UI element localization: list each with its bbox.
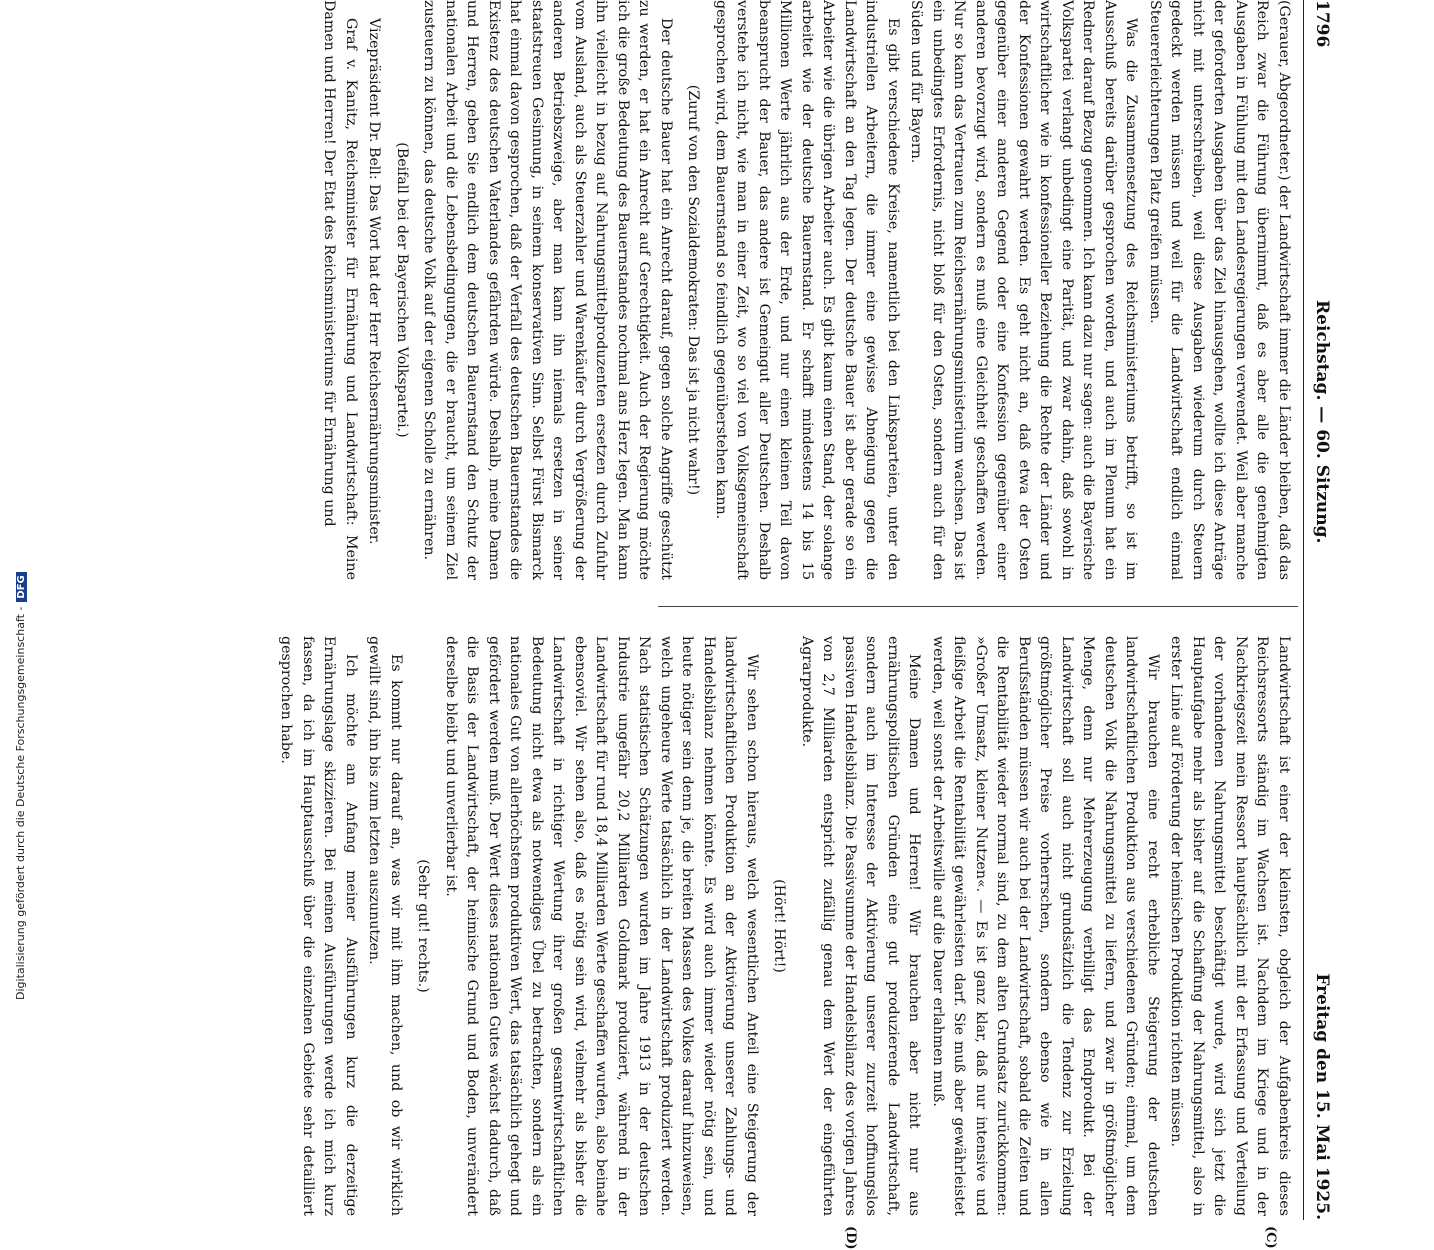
interjection: (Sehr gut! rechts.) (412, 636, 434, 1216)
margin-letter-c: (C) (1263, 1226, 1278, 1249)
paragraph: Es kommt nur darauf an, was wir mit ihm machen, und ob wir wirklich gewillt sind, ihn bis zum letzten auszunutzen. (363, 636, 406, 1216)
column-divider (658, 606, 1298, 607)
page-number: 1796 (1312, 0, 1332, 47)
margin-letter-d: (D) (843, 1226, 858, 1250)
paragraph: Landwirtschaft ist einer der kleinsten, obgleich der Aufgabenkreis dieses Reichsressorts ständig im Wachsen ist. Nachdem im Kriege und in der Nachkriegszeit mein Ressort hauptsächlich mit der Erfassung und Verteilung der vorhandenen Nahrungsmittel beschäftigt wurde, wird sich jetzt die Hauptaufgabe mehr als bisher auf die Schaffung der Nahrungsmittel, also in erster Linie auf Förderung der heimischen Produktion richten müssen. (1165, 636, 1294, 1216)
interjection: (Hört! Hört!) (768, 636, 790, 1216)
session-title: Reichstag. — 60. Sitzung. (1312, 300, 1332, 543)
applause-note: (Beifall bei der Bayerischen Volkspartei.) (391, 0, 413, 580)
paragraph: Wir sehen schon hieraus, welch wesentlichen Anteil eine Steigerung der landwirtschaftlichen Produktion an der Aktivierung unserer Zahlungs- und Handelsbilanz nehmen könnte. Es wird auch immer wieder nötig sein, und heute nötiger sein denn je, die breiten Massen des Volkes darauf hinzuweisen, welch ungeheure Werte tatsächlich in der Landwirtschaft produziert werden. Nach statistischen Schätzungen wurden im Jahre 1913 in der deutschen Industrie ungefähr 20,2 Milliarden Goldmark produziert, während in der Landwirtschaft für rund 18,4 Milliarden Werte geschaffen wurden, also beinahe ebensoviel. Wir sehen also, daß es nötig sein wird, vielmehr als bisher die Landwirtschaft in richtiger Wertung ihrer großen gesamtwirtschaftlichen Bedeutung nicht etwa als notwendiges Übel zu betrachten, sondern als ein nationales Gut von allerhöchstem produktiven Wert, das tatsächlich gehegt und gefördert werden muß. Der Wert dieses nationalen Gutes wächst dadurch, daß die Basis der Landwirtschaft, der heimische Grund und Boden, unverändert derselbe bleibt und unverlierbar ist. (440, 636, 763, 1216)
paragraph: Der deutsche Bauer hat ein Anrecht darauf, gegen solche Angriffe geschützt zu werden, er hat ein Anrecht auf Gerechtigkeit. Auch der Regierung möchte ich die große Bedeutung des Bauernstandes nochmal ans Herz legen. Man kann ihn vielleicht in bezug auf Nahrungsmittelproduzenten ersetzen durch Zufuhr vom Ausland, auch als Steuerzahler und Warenkäufer durch Vergrößerung der anderen Betriebszweige, aber man kann ihn niemals ersetzen in seiner staatstreuen Gesinnung, in seinem konservativen Sinn. Selbst Fürst Bismarck hat einmal davon gesprochen, daß der Verfall des deutschen Bauernstandes die Existenz des deutschen Vaterlandes gefährden würde. Deshalb, meine Damen und Herren, geben Sie endlich dem deutschen Bauernstand den Schutz der nationalen Arbeit und die Lebensbedingungen, die er braucht, um seinem Ziel zusteuern zu können, das deutsche Volk auf der eigenen Scholle zu ernähren. (418, 0, 676, 580)
left-column (316, 0, 1294, 580)
session-date: Freitag den 15. Mai 1925. (1312, 973, 1332, 1220)
paragraph: Was die Zusammensetzung des Reichsministeriums betrifft, so ist im Ausschuß bereits darüber gesprochen worden, und auch im Plenum hat ein Redner darauf Bezug genommen. Ich kann dazu nur sagen: auch die Bayerische Volkspartei verlangt unbedingt eine Parität, und zwar dahin, daß sowohl in wirtschaftlicher wie in konfessioneller Beziehung die Rechte der Länder und der Konfessionen gewahrt werden. Es geht nicht an, daß etwa der Osten gegenüber einer anderen Gegend oder eine Konfession gegenüber einer anderen bevorzugt wird, sondern es muß eine Gleichheit geschaffen werden. Nur so kann das Vertrauen zum Reichsernährungsministerium wachsen. Das ist ein unbedingtes Erfordernis, nicht bloß für den Osten, sondern auch für den Süden und für Bayern. (905, 0, 1142, 580)
dfg-logo: DFG (16, 572, 27, 601)
interjection: (Zuruf von den Sozialdemokraten: Das ist ja nicht wahr!) (682, 0, 704, 580)
rotated-newspaper-sheet (168, 0, 1338, 1220)
digitization-credit (14, 572, 27, 1000)
paragraph: Ich möchte am Anfang meiner Ausführungen kurz die derzeitige Ernährungslage skizzieren. Bei meinen Ausführungen werde ich mich kurz fassen, da ich im Hauptausschuß über die einzelnen Gebiete sehr detailliert gesprochen habe. (275, 636, 361, 1216)
paragraph: Graf v. Kanitz, Reichsminister für Ernährung und Landwirtschaft: Meine Damen und Herren! Der Etat des Reichsministeriums für Ernährung und (318, 0, 361, 580)
paragraph: (Gerauer, Abgeordneter.) der Landwirtschaft immer die Länder bleiben, daß das Reich zwar die Führung übernimmt, daß es aber alle die genehmigten Ausgaben in Fühlung mit den Landesregierungen verwendet. Weil aber manche der geforderten Ausgaben über das Ziel hinausgehen, wollte ich diese Anträge nicht mit unterschreiben, weil diese Ausgaben wiederum durch Steuern gedeckt werden müssen und weil für die Landwirtschaft endlich einmal Steuererleichterungen Platz greifen müssen. (1144, 0, 1295, 580)
credit-text: Digitalisierung gefördert durch die Deutsche Forschungsgemeinschaft - (14, 607, 27, 1000)
paragraph: Meine Damen und Herren! Wir brauchen aber nicht nur aus ernährungspolitischen Gründen eine gut produzierende Landwirtschaft, sondern auch im Interesse der Aktivierung unserer zurzeit hoffnungslos passiven Handelsbilanz. Die Passivsumme der Handelsbilanz des vorigen Jahres von 2,7 Milliarden entspricht zufällig genau dem Wert der eingeführten Agrarprodukte. (796, 636, 925, 1216)
paragraph: Wir brauchen eine recht erhebliche Steigerung der deutschen landwirtschaftlichen Produktion aus verschiedenen Gründen; einmal, um dem deutschen Volk die Nahrungsmittel zu liefern, und zwar in größtmöglicher Menge, denn nur Mehrerzeugung verbilligt das Endprodukt. Bei der Landwirtschaft soll auch nicht grundsätzlich die Tendenz zur Erzielung größtmöglicher Preise vorherrschen, sondern ebenso wie in allen Berufsständen müssen wir auch bei der Landwirtschaft, sobald die Zeiten und die Rentabilität wieder normal sind, zu dem alten Grundsatz zurückkommen: »Großer Umsatz, kleiner Nutzen«. — Es ist ganz klar, daß nur intensive und fleißige Arbeit die Rentabilität gewährleisten darf. Sie muß aber gewährleistet werden, weil sonst der Arbeitswille auf die Dauer erlahmen muß. (927, 636, 1164, 1216)
paragraph: Vizepräsident Dr. Bell: Das Wort hat der Herr Reichsernährungsminister. (363, 0, 385, 580)
right-column (273, 636, 1294, 1216)
paragraph: Es gibt verschiedene Kreise, namentlich bei den Linksparteien, unter den industriellen Arbeitern, die immer eine gewisse Abneigung gegen die Landwirtschaft an den Tag legen. Der deutsche Bauer ist aber gerade so ein Arbeiter wie die übrigen Arbeiter auch. Es gibt kaum einen Stand, der solange arbeitet wie der deutsche Bauernstand. Er schafft mindestens 14 bis 15 Millionen Werte jährlich aus der Erde, und nur einen kleinen Teil davon beansprucht der Bauer, das andere ist Gemeingut aller Deutschen. Deshalb verstehe ich nicht, wie man in einer Zeit, wo so viel von Volksgemeinschaft gesprochen wird, dem Bauernstand so feindlich gegenüberstehen kann. (710, 0, 904, 580)
page-header (1303, 0, 1338, 1220)
digitization-credit-strip (0, 0, 22, 1000)
